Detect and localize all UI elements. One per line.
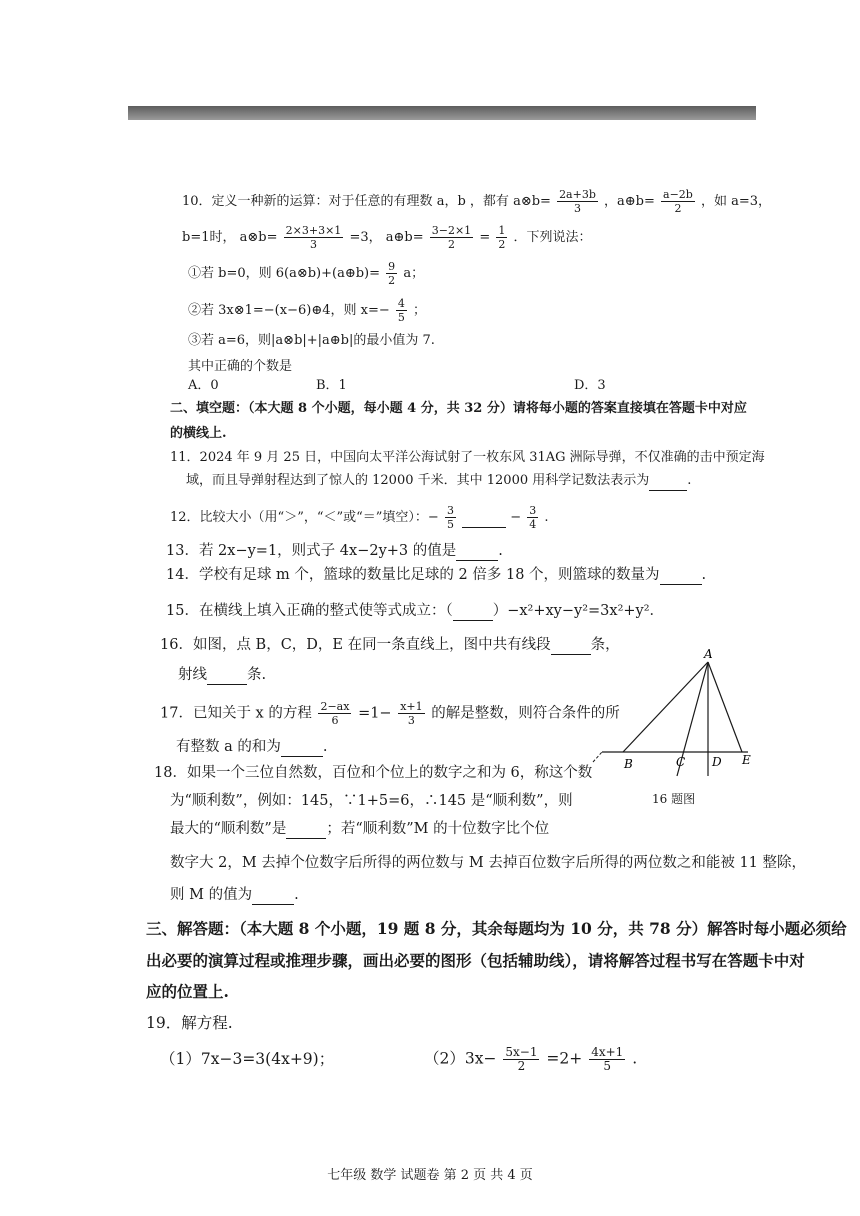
q19-part2-end: . <box>632 1049 638 1068</box>
fig-ray-extension <box>593 752 602 762</box>
q12-end: . <box>544 510 549 525</box>
q12-answer-blank <box>462 509 506 528</box>
q16-rays-text: 射线 <box>178 667 207 683</box>
q10-example2-eq: = <box>479 230 491 245</box>
q10-option-a: A．0 <box>188 378 219 393</box>
q19-part2-fraction-2: $\frac{4x+1}{5}$ <box>591 1045 624 1073</box>
q19-part2 <box>424 1046 637 1073</box>
q13-end: . <box>498 543 503 559</box>
q13-line <box>166 542 503 561</box>
q10-s2-text: ②若 3x⊗1=−(x−6)⊕4，则 x=− <box>188 303 390 318</box>
q18-line3 <box>170 820 549 839</box>
q10-following: ．下列说法： <box>513 230 592 245</box>
q19-part2-text: （2）3x− <box>424 1049 497 1068</box>
q15-line <box>166 602 664 621</box>
q17-fraction-2: $\frac{x+1}{3}$ <box>400 700 423 727</box>
q19-part2-mid: =2+ <box>546 1049 583 1068</box>
q10-s2-end: ； <box>413 303 427 318</box>
q17-text2: 有整数 a 的和为 <box>176 739 281 755</box>
q10-otimes-def: a⊗b= <box>513 194 551 209</box>
q10-s1-end: a； <box>403 266 425 281</box>
q12-text: 12．比较大小（用“＞”，“＜”或“＝”填空）：− <box>170 510 439 525</box>
q18-text3b: ；若“顺利数”M 的十位数字比个位 <box>326 821 550 837</box>
q10-line2 <box>182 224 592 251</box>
q18-text3a: 最大的“顺利数”是 <box>170 821 287 837</box>
q14-answer-blank <box>660 566 702 585</box>
q12-line <box>170 504 549 531</box>
q10-oplus-def: ，a⊕b= <box>604 194 655 209</box>
q10-otimes-fraction: $\frac{2a+3b}{3}$ <box>559 188 596 215</box>
q16-unit1: 条， <box>590 637 620 653</box>
q12-fraction-a: $\frac{3}{5}$ <box>446 504 454 531</box>
q16-unit2: 条. <box>247 667 267 683</box>
q10-statement-3: ③若 a=6，则|a⊗b|+|a⊕b|的最小值为 7. <box>188 333 435 348</box>
q10-example1-result: =3， <box>349 230 382 245</box>
q17-fraction-1: $\frac{2-ax}{6}$ <box>320 700 350 727</box>
q17-end: . <box>322 739 328 755</box>
figure-caption: 16 题图 <box>652 792 696 806</box>
q16-figure <box>590 648 760 784</box>
q19-title: 19．解方程. <box>146 1014 233 1032</box>
q17-post: 的解是整数，则符合条件的所 <box>431 705 620 722</box>
q10-vars: a，b <box>436 194 466 209</box>
q10-example2-result: $\frac{1}{2}$ <box>498 224 506 251</box>
q10-s1-fraction: $\frac{9}{2}$ <box>388 260 396 287</box>
q13-answer-blank <box>456 542 498 561</box>
q10-option-b: B．1 <box>316 378 347 393</box>
section3-heading-line3: 应的位置上. <box>146 982 229 1001</box>
fig-label-d: D <box>712 755 722 769</box>
fig-label-c: C <box>676 755 686 769</box>
q15-text: 15．在横线上填入正确的整式使等式成立：（ <box>166 603 453 619</box>
q14-text: 14．学校有足球 m 个，篮球的数量比足球的 2 倍多 18 个，则篮球的数量为 <box>166 567 660 583</box>
q18-text5: 则 M 的值为 <box>170 887 253 903</box>
q11-line1: 11．2024 年 9 月 25 日，中国向太平洋公海试射了一枚东风 31AG 洲际导弹，不仅准确的击中预定海 <box>170 450 765 465</box>
q17-eq: =1− <box>358 705 392 722</box>
q10-example2-fraction: $\frac{3-2\times 1}{2}$ <box>431 224 472 251</box>
q12-fraction-b: $\frac{3}{4}$ <box>529 504 537 531</box>
section3-heading-line2: 出必要的演算过程或推理步骤，画出必要的图形（包括辅助线），请将解答过程书写在答题卡中对 <box>146 951 805 970</box>
fig-label-a: A <box>704 648 713 661</box>
q15-equation: ）−x²+xy−y²=3x²+y²． <box>492 603 665 619</box>
q15-answer-blank <box>453 602 493 621</box>
q11-line2 <box>186 472 691 491</box>
q17-line2 <box>176 738 327 757</box>
q16-rays-blank <box>207 666 247 685</box>
q18-end: . <box>294 887 299 903</box>
q10-option-d: D．3 <box>574 378 606 393</box>
q18-line5 <box>170 886 299 905</box>
q10-statement-2 <box>188 297 426 324</box>
q10-example-a: ，如 a=3， <box>701 194 772 209</box>
q10-line1 <box>182 188 771 215</box>
q10-count-question: 其中正确的个数是 <box>188 359 293 374</box>
q18-answer-blank-1 <box>286 820 326 839</box>
q18-answer-blank-2 <box>252 886 294 905</box>
q19-part1: （1）7x−3=3(4x+9)； <box>160 1050 335 1068</box>
scan-top-edge <box>128 106 756 120</box>
q18-line4: 数字大 2，M 去掉个位数字后所得的两位数与 M 去掉百位数字后所得的两位数之和能被 11 整除， <box>170 855 807 871</box>
q12-minus: − <box>510 510 522 525</box>
q13-text: 13．若 2x−y=1，则式子 4x−2y+3 的值是 <box>166 543 457 559</box>
q10-example-b: b=1时， <box>182 230 236 245</box>
section2-heading-line1: 二、填空题：（本大题 8 个小题，每小题 4 分，共 32 分）请将每小题的答案直接填在答题卡中对应 <box>170 401 747 416</box>
q10-example1-lhs: a⊗b= <box>239 230 278 245</box>
q18-line1: 18．如果一个三位自然数，百位和个位上的数字之和为 6，称这个数 <box>154 765 593 781</box>
q17-text: 17．已知关于 x 的方程 <box>160 705 312 722</box>
q11-answer-blank <box>649 472 687 491</box>
q10-example2-lhs: a⊕b= <box>385 230 424 245</box>
q11-text: 域，而且导弹射程达到了惊人的 12000 千米．其中 12000 用科学记数法表示为 <box>186 473 650 488</box>
q19-part2-fraction-1: $\frac{5x-1}{2}$ <box>505 1045 538 1073</box>
q16-line2 <box>178 666 266 685</box>
q14-end: . <box>701 567 707 583</box>
q17-line1 <box>160 700 620 727</box>
q16-line1 <box>160 636 620 655</box>
fig-label-e: E <box>742 753 751 767</box>
fig-segment-ae <box>708 662 742 752</box>
page-footer: 七年级 数学 试题卷 第 2 页 共 4 页 <box>327 1168 533 1183</box>
q18-line2: 为“顺利数”，例如：145，∵1+5=6，∴145 是“顺利数”，则 <box>170 793 573 809</box>
q16-text: 16．如图，点 B，C，D，E 在同一条直线上，图中共有线段 <box>160 637 551 653</box>
q14-line <box>166 566 706 585</box>
q11-end: . <box>687 473 692 488</box>
fig-label-b: B <box>624 757 633 771</box>
q10-intro: 10．定义一种新的运算：对于任意的有理数 <box>182 194 433 209</box>
q10-s2-fraction: $\frac{4}{5}$ <box>397 297 405 324</box>
q10-statement-1 <box>188 260 424 287</box>
section2-heading-line2: 的横线上. <box>170 426 227 441</box>
q10-oplus-fraction: $\frac{a-2b}{2}$ <box>663 188 693 215</box>
q10-all-have: ，都有 <box>469 194 509 209</box>
q10-s1-text: ①若 b=0，则 6(a⊗b)+(a⊕b)= <box>188 266 381 281</box>
section3-heading-line1: 三、解答题：（本大题 8 个小题，19 题 8 分，其余每题均为 10 分，共 78 分）解答时每小题必须给 <box>146 919 847 938</box>
q17-answer-blank <box>281 738 323 757</box>
q16-segments-blank <box>551 636 591 655</box>
q10-example1-fraction: $\frac{2\times 3+3\times 1}{3}$ <box>285 224 342 251</box>
